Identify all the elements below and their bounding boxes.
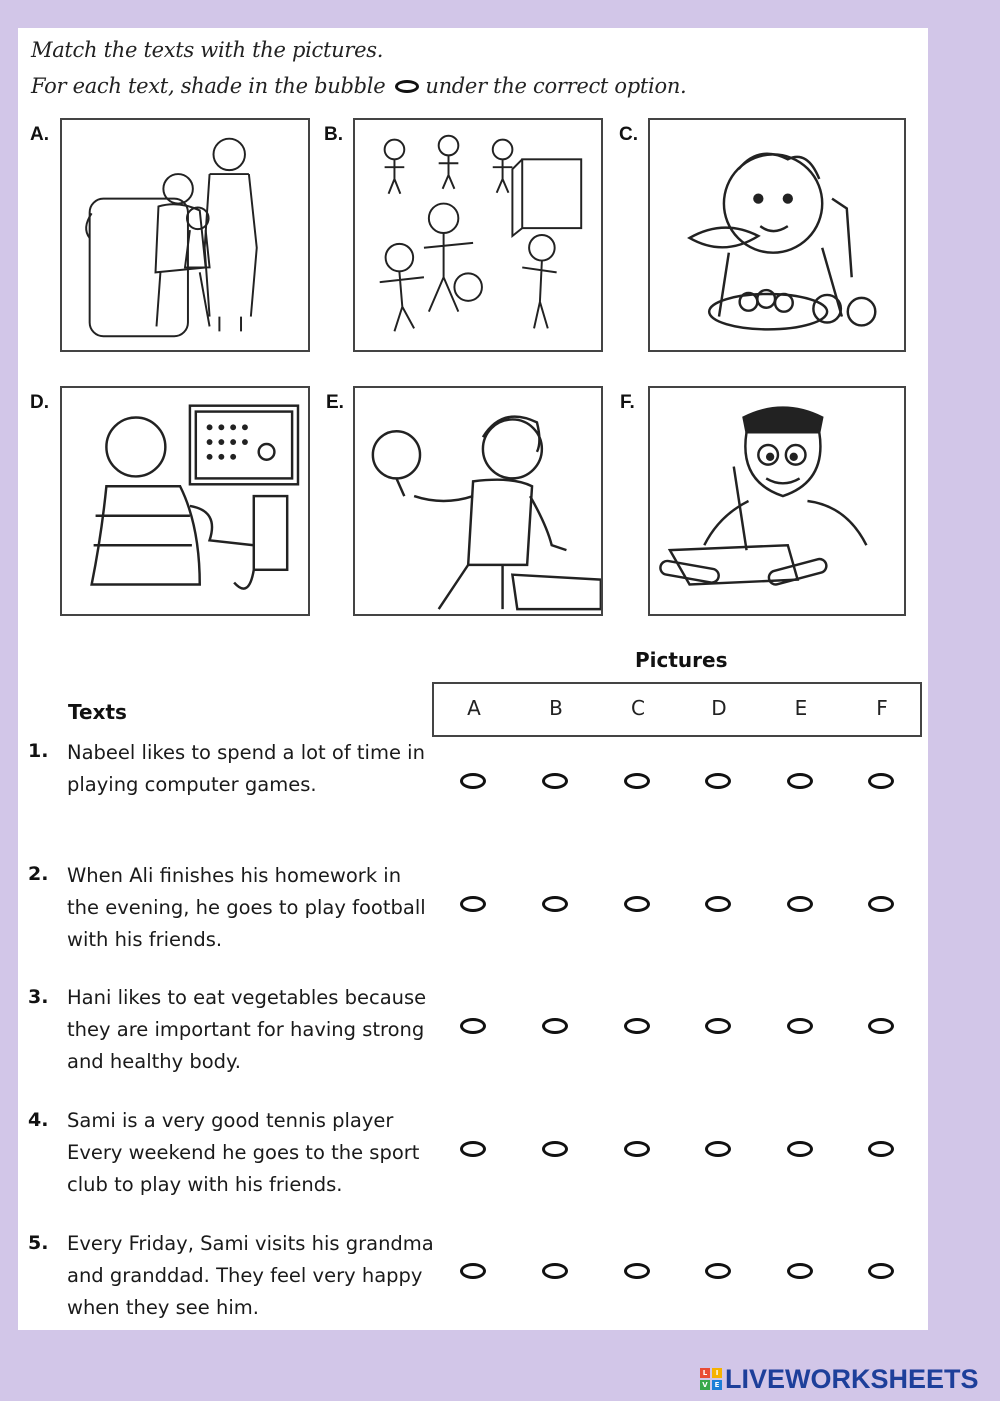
children-playing-football-icon — [355, 120, 601, 350]
q4-bubble-d[interactable] — [705, 1141, 731, 1157]
q3-bubble-e[interactable] — [787, 1018, 813, 1034]
picture-f — [648, 386, 906, 616]
boy-drawing-icon — [650, 388, 904, 614]
instruction-line-2-start: For each text, shade in the bubble — [31, 74, 386, 98]
q2-bubble-f[interactable] — [868, 896, 894, 912]
column-header-c: C — [631, 696, 645, 720]
question-1-text: Nabeel likes to spend a lot of time in playing computer games. — [67, 741, 425, 796]
instruction-line-1: Match the texts with the pictures. — [31, 38, 384, 62]
q1-bubble-a[interactable] — [460, 773, 486, 789]
columns-header-box — [432, 682, 922, 737]
logo-mark-icon — [700, 1368, 722, 1390]
logo-mark-e: E — [712, 1380, 722, 1390]
question-5-number: 5. — [28, 1232, 49, 1254]
picture-d — [60, 386, 310, 616]
q4-bubble-b[interactable] — [542, 1141, 568, 1157]
q5-bubble-e[interactable] — [787, 1263, 813, 1279]
grandparents-with-child-icon — [62, 120, 308, 350]
column-header-f: F — [876, 696, 888, 720]
q3-bubble-a[interactable] — [460, 1018, 486, 1034]
column-header-e: E — [794, 696, 808, 720]
q2-bubble-a[interactable] — [460, 896, 486, 912]
picture-letter-b: B. — [324, 124, 343, 145]
instruction-line-2-end: under the correct option. — [425, 74, 687, 98]
picture-letter-e: E. — [326, 392, 344, 413]
q3-bubble-c[interactable] — [624, 1018, 650, 1034]
q1-bubble-c[interactable] — [624, 773, 650, 789]
sample-bubble-icon — [395, 80, 419, 93]
question-2-number: 2. — [28, 863, 49, 885]
q1-bubble-e[interactable] — [787, 773, 813, 789]
q3-bubble-d[interactable] — [705, 1018, 731, 1034]
q5-bubble-a[interactable] — [460, 1263, 486, 1279]
logo-text: LIVEWORKSHEETS — [725, 1363, 979, 1394]
question-4-number: 4. — [28, 1109, 49, 1131]
picture-a — [60, 118, 310, 352]
boy-eating-fruit-icon — [650, 120, 904, 350]
q3-bubble-f[interactable] — [868, 1018, 894, 1034]
question-2-text: When Ali finishes his homework in the evening, he goes to play football with his friends. — [67, 864, 426, 951]
column-header-b: B — [549, 696, 563, 720]
q4-bubble-c[interactable] — [624, 1141, 650, 1157]
picture-letter-a: A. — [30, 124, 49, 145]
worksheet-page — [18, 28, 928, 1330]
question-3-text: Hani likes to eat vegetables because they are important for having strong and healthy body. — [67, 986, 427, 1073]
instruction-line-2 — [31, 74, 686, 98]
boy-playing-table-tennis-icon — [355, 388, 601, 614]
q1-bubble-f[interactable] — [868, 773, 894, 789]
picture-letter-f: F. — [620, 392, 635, 413]
picture-letter-d: D. — [30, 392, 49, 413]
q2-bubble-e[interactable] — [787, 896, 813, 912]
q2-bubble-b[interactable] — [542, 896, 568, 912]
picture-letter-c: C. — [619, 124, 638, 145]
logo-mark-i: I — [712, 1368, 722, 1378]
q1-bubble-d[interactable] — [705, 773, 731, 789]
picture-e — [353, 386, 603, 616]
q5-bubble-c[interactable] — [624, 1263, 650, 1279]
q1-bubble-b[interactable] — [542, 773, 568, 789]
q4-bubble-e[interactable] — [787, 1141, 813, 1157]
logo-mark-l: L — [700, 1368, 710, 1378]
q2-bubble-c[interactable] — [624, 896, 650, 912]
q3-bubble-b[interactable] — [542, 1018, 568, 1034]
question-1-number: 1. — [28, 740, 49, 762]
liveworksheets-logo[interactable] — [700, 1364, 979, 1394]
column-header-a: A — [467, 696, 481, 720]
column-header-d: D — [711, 696, 727, 720]
q2-bubble-d[interactable] — [705, 896, 731, 912]
texts-heading: Texts — [68, 700, 127, 724]
q5-bubble-d[interactable] — [705, 1263, 731, 1279]
q5-bubble-b[interactable] — [542, 1263, 568, 1279]
picture-c — [648, 118, 906, 352]
q4-bubble-f[interactable] — [868, 1141, 894, 1157]
question-4-text: Sami is a very good tennis player Every weekend he goes to the sport club to play with his friends. — [67, 1109, 420, 1196]
question-3-number: 3. — [28, 986, 49, 1008]
q4-bubble-a[interactable] — [460, 1141, 486, 1157]
q5-bubble-f[interactable] — [868, 1263, 894, 1279]
boy-playing-computer-game-icon — [62, 388, 308, 614]
pictures-heading: Pictures — [635, 648, 728, 672]
picture-b — [353, 118, 603, 352]
logo-mark-v: V — [700, 1380, 710, 1390]
question-5-text: Every Friday, Sami visits his grandma and granddad. They feel very happy when they see him. — [67, 1232, 434, 1319]
